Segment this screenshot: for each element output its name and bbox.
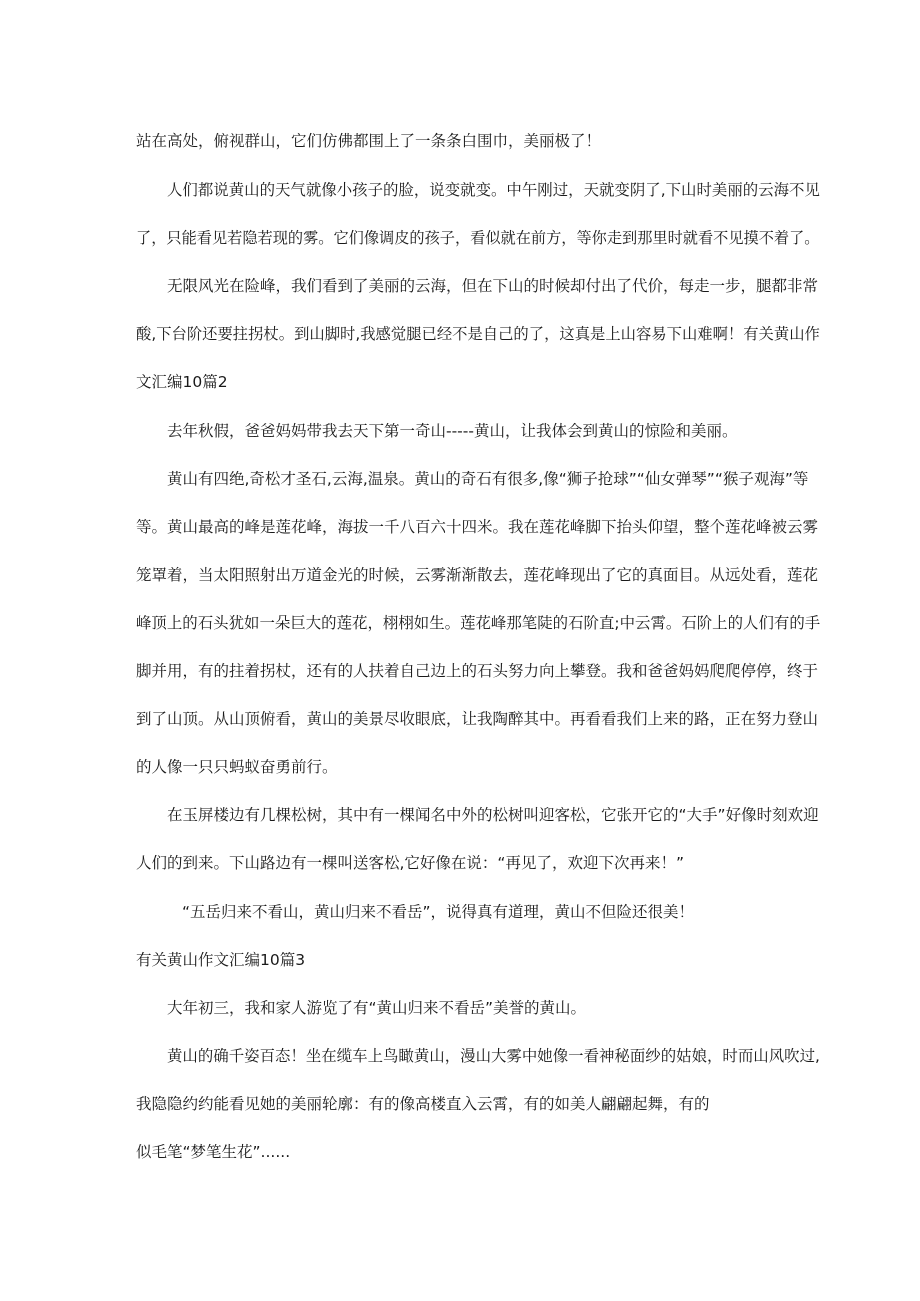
text-line-20: 黄山的确千姿百态！坐在缆车上鸟瞰黄山，漫山大雾中她像一看神秘面纱的姑娘，时而山风吹过,: [167, 1047, 820, 1065]
text-line-13: 到了山顶。从山顶俯看，黄山的美景尽收眼底，让我陶醉其中。再看看我们上来的路，正在努力登山: [136, 710, 819, 728]
section-heading-2: 文汇编10篇2: [136, 373, 228, 391]
text-line-3: 了，只能看见若隐若现的雾。它们像调皮的孩子，看似就在前方，等你走到那里时就看不见摸不着了。: [136, 229, 820, 247]
text-line-15: 在玉屏楼边有几棵松树，其中有一棵闻名中外的松树叫迎客松，它张开它的“大手”好像时刻欢迎: [167, 806, 819, 824]
section-heading-3: 有关黄山作文汇编10篇3: [136, 951, 306, 969]
text-line-19: 大年初三，我和家人游览了有“黄山归来不看岳”美誉的黄山。: [167, 999, 587, 1017]
text-line-17: “五岳归来不看山，黄山归来不看岳”，说得真有道理，黄山不但险还很美！: [182, 903, 695, 921]
text-line-7: 去年秋假，爸爸妈妈带我去天下第一奇山-----黄山，让我体会到黄山的惊险和美丽。: [167, 422, 738, 440]
text-line-9: 等。黄山最高的峰是莲花峰，海拔一千八百六十四米。我在莲花峰脚下抬头仰望，整个莲花峰被云雾: [136, 518, 819, 536]
text-line-8: 黄山有四绝,奇松才圣石,云海,温泉。黄山的奇石有很多,像“狮子抢球”“仙女弹琴”“猴子观海”等: [167, 470, 809, 488]
text-line-1: 站在高处，俯视群山，它们仿佛都围上了一条条白围巾，美丽极了！: [136, 132, 602, 150]
text-line-16: 人们的到来。下山路边有一棵叫送客松,它好像在说：“再见了，欢迎下次再来！”: [136, 854, 684, 872]
text-line-12: 脚并用，有的拄着拐杖，还有的人扶着自己边上的石头努力向上攀登。我和爸爸妈妈爬爬停停，终于: [136, 662, 819, 680]
text-line-11: 峰顶上的石头犹如一朵巨大的莲花，栩栩如生。莲花峰那笔陡的石阶直;中云霄。石阶上的人们有的手: [136, 614, 821, 632]
text-line-5: 酸,下台阶还要拄拐杖。到山脚时,我感觉腿已经不是自己的了，这真是上山容易下山难啊！有关黄山作: [136, 325, 820, 343]
text-line-21: 我隐隐约约能看见她的美丽轮廓：有的像高楼直入云霄，有的如美人翩翩起舞，有的: [136, 1095, 710, 1113]
text-line-14: 的人像一只只蚂蚁奋勇前行。: [136, 758, 338, 776]
text-line-10: 笼罩着，当太阳照射出万道金光的时候，云雾渐渐散去，莲花峰现出了它的真面目。从远处看，莲花: [136, 566, 819, 584]
text-line-2: 人们都说黄山的天气就像小孩子的脸，说变就变。中午刚过，天就变阴了,下山时美丽的云海不见: [167, 181, 820, 199]
text-line-22: 似毛笔“梦笔生花”......: [136, 1143, 291, 1161]
text-line-4: 无限风光在险峰，我们看到了美丽的云海，但在下山的时候却付出了代价，每走一步，腿都非常: [167, 277, 819, 295]
